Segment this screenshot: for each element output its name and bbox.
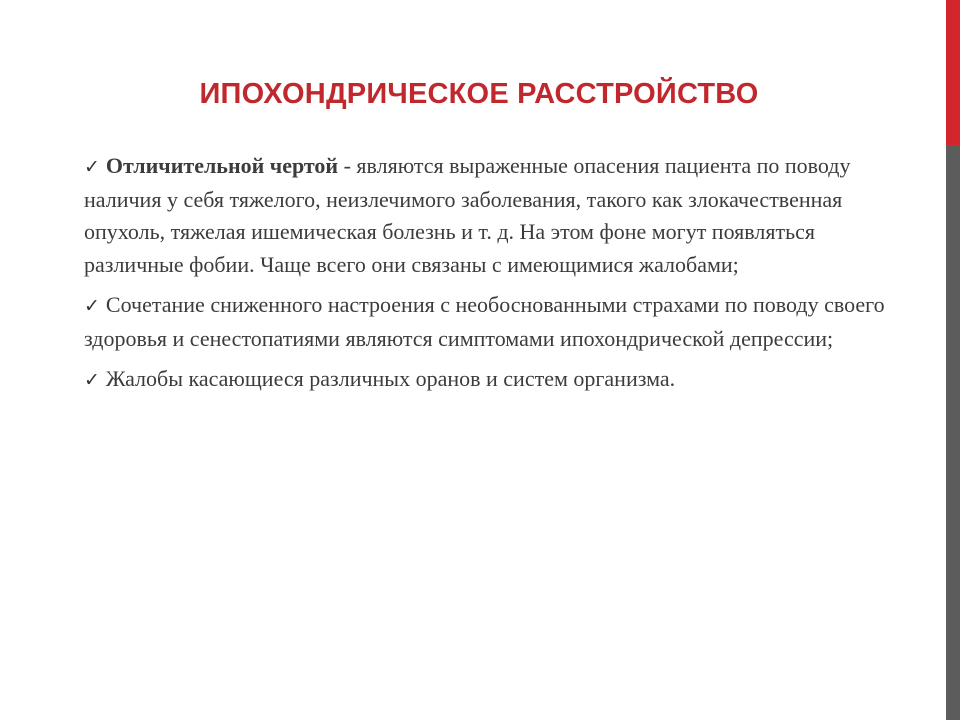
bullet-item-1-bold: Отличительной чертой xyxy=(105,153,339,178)
slide-body xyxy=(84,150,914,405)
bullet-item-2-text: Сочетание сниженного настроения с необоснованными страхами по поводу своего здоровья и сенестопатиями являются симптомами ипохондрической депрессии; xyxy=(84,292,885,351)
slide-title: ИПОХОНДРИЧЕСКОЕ РАССТРОЙСТВО xyxy=(199,78,759,110)
bullet-item-3-text: Жалобы касающиеся различных оранов и систем организма. xyxy=(105,366,676,391)
checkmark-icon: ✓ xyxy=(84,369,100,391)
accent-bar-red xyxy=(946,0,960,145)
bullet-item-2 xyxy=(84,289,914,355)
bullet-item-3 xyxy=(84,363,914,397)
checkmark-icon: ✓ xyxy=(84,156,100,178)
accent-bar-gray xyxy=(946,145,960,720)
bullet-item-1-text: - являются выраженные опасения пациента по поводу наличия у себя тяжелого, неизлечимого заболевания, такого как злокачественная опухоль, тяжелая ишемическая болезнь и т. д. На этом фоне могут появляться различные фобии. Чаще всего они связаны с имеющимися жалобами; xyxy=(84,153,851,277)
checkmark-icon: ✓ xyxy=(84,295,100,317)
bullet-item-1 xyxy=(84,150,914,281)
